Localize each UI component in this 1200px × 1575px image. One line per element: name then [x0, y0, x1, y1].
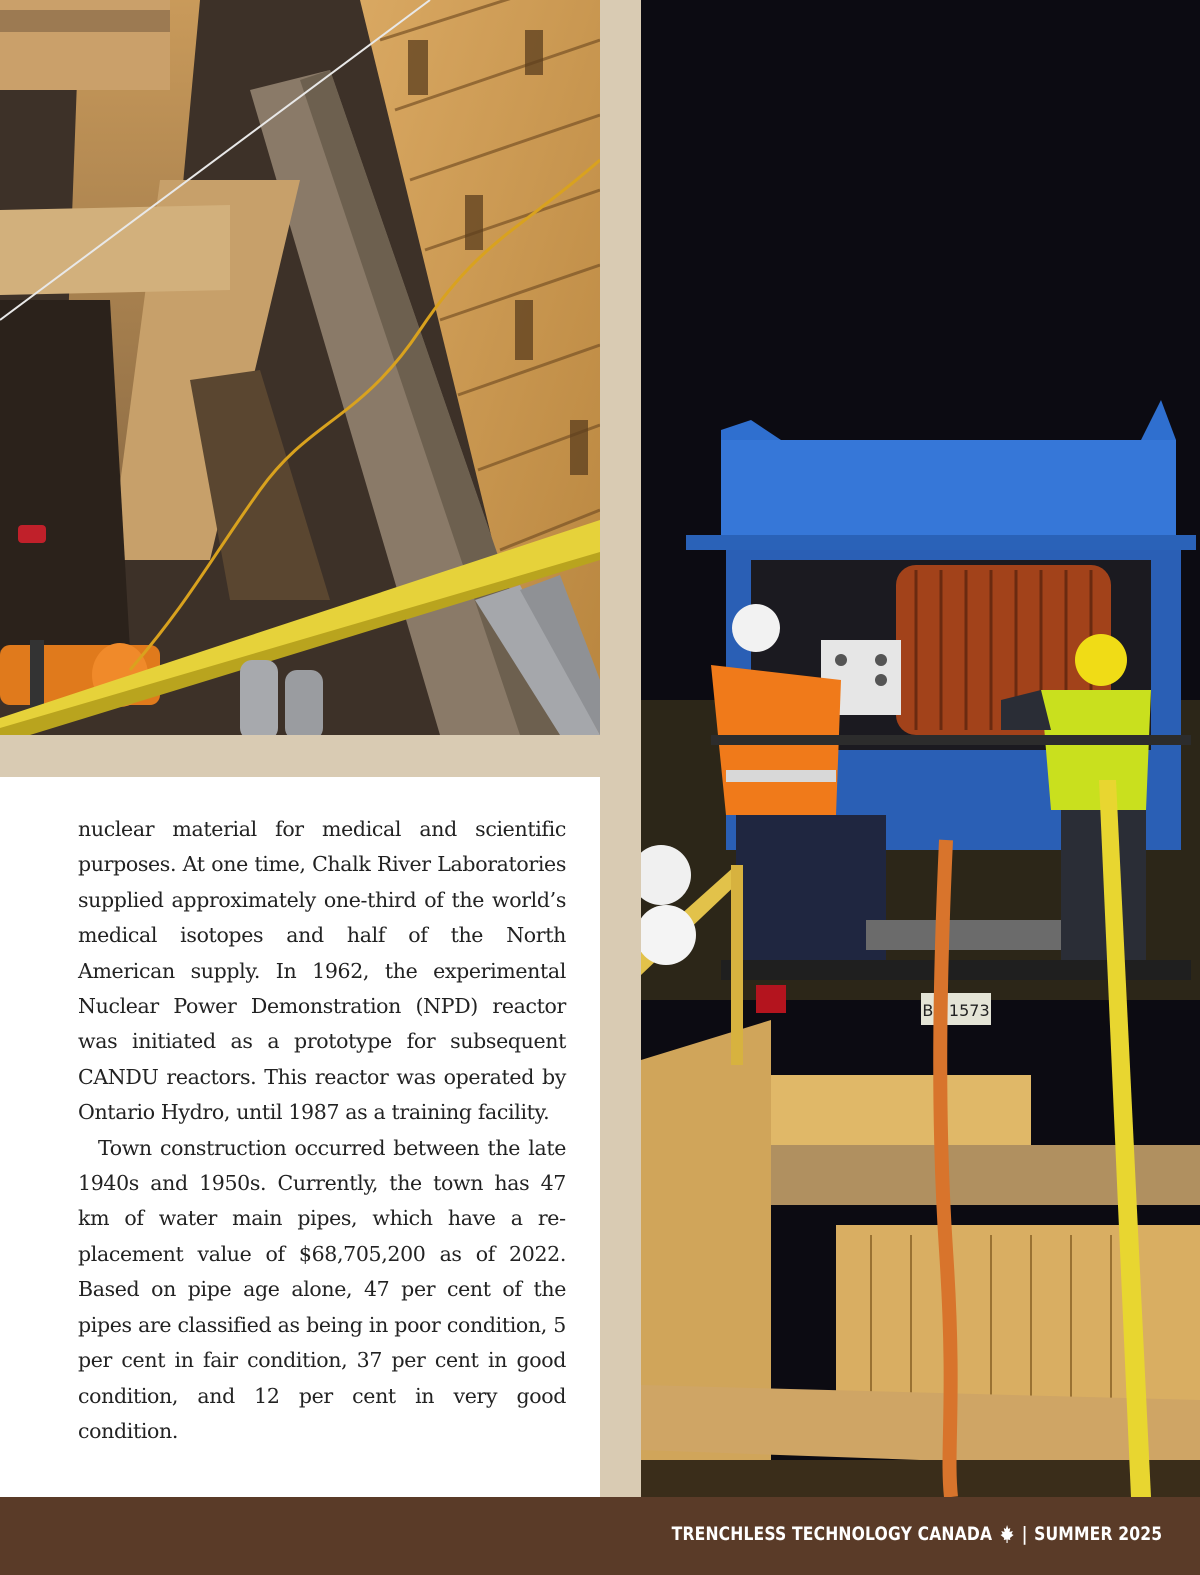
article-text-panel [0, 777, 600, 1497]
article-body [78, 812, 566, 1449]
publication-name: TRENCHLESS TECHNOLOGY CANADA [671, 1523, 992, 1545]
vac-truck-photo [641, 0, 1200, 1497]
vac-truck-illustration [641, 0, 1200, 1497]
page-footer [0, 1497, 1200, 1575]
footer-folio [671, 1523, 1162, 1545]
article-paragraph: nuclear material for medical and scientific purposes. At one time, Chalk River Laboratories supplied approximately one-third of the world’s medical isotopes and half of the North American supply. In 1962, the experimental Nuclear Power Demonstration (NPD) reactor was initiated as a prototype for subsequent CANDU reactors. This reactor was operated by Ontario Hydro, until 1987 as a training facility. [78, 817, 566, 1125]
footer-separator: | [1021, 1523, 1028, 1545]
license-plate-text: BK 1573 [922, 1001, 990, 1020]
article-paragraph: Town construction occurred between the late 1940s and 1950s. Currently, the town has 47 km of water main pipes, which have a replacement value of $68,705,200 as of 2022. Based on pipe age alone, 47 per cent of the pipes are classified as being in poor condition, 5 per cent in fair condition, 37 per cent in good condition, and 12 per cent in very good condition. [78, 1135, 566, 1443]
issue-label: SUMMER 2025 [1033, 1523, 1162, 1545]
trench-photo [0, 0, 600, 735]
maple-leaf-icon [999, 1524, 1015, 1544]
trench-illustration [0, 0, 600, 735]
